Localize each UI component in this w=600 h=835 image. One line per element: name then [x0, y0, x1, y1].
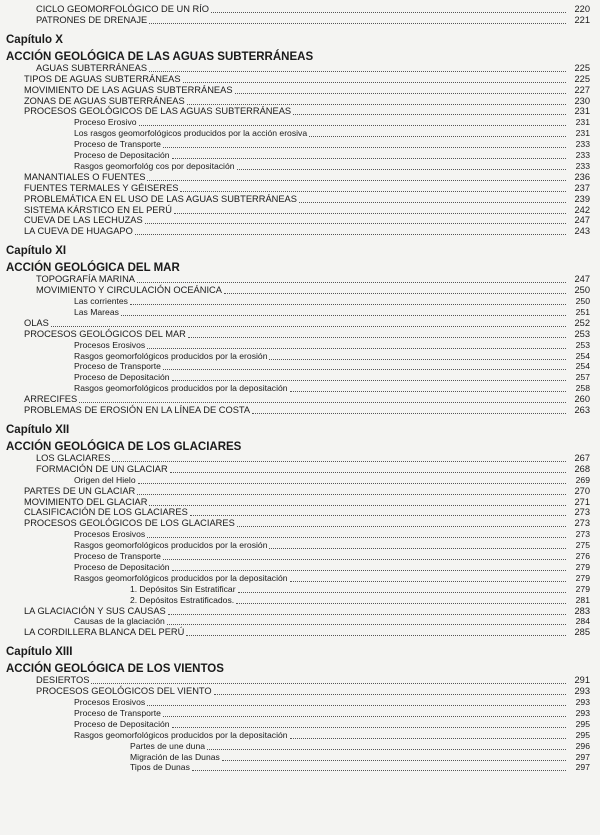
toc-entry-page: 247: [574, 215, 590, 226]
toc-entry-page: 279: [575, 572, 590, 583]
toc-entry-label: OLAS: [24, 317, 49, 328]
toc-entry-page: 253: [574, 328, 590, 339]
toc-entry-label: Rasgos geomorfológ cos por depositación: [74, 160, 235, 171]
toc-entry-label: PROCESOS GEOLÓGICOS DEL VIENTO: [36, 686, 212, 697]
dot-leader: [222, 760, 566, 761]
toc-entry-page: 273: [574, 518, 590, 529]
chapter-title: ACCIÓN GEOLÓGICA DE LOS GLACIARES: [6, 440, 242, 453]
toc-entry-label: LOS GLACIARES: [36, 452, 111, 463]
dot-leader: [51, 326, 566, 327]
toc-entry-page: 231: [575, 117, 590, 128]
toc-entry-label: MOVIMIENTO DE LAS AGUAS SUBTERRÁNEAS: [24, 84, 233, 95]
toc-entry-page: 254: [575, 361, 590, 372]
toc-entry: [74, 117, 590, 128]
toc-entry: [74, 372, 590, 383]
dot-leader: [214, 694, 566, 695]
toc-entry-page: 231: [575, 128, 590, 139]
toc-entry-label: Causas de la glaciación: [74, 616, 165, 627]
toc-entry-label: TOPOGRAFÍA MARINA: [36, 274, 136, 285]
toc-entry-label: AGUAS SUBTERRÁNEAS: [36, 62, 148, 73]
chapter-heading: Capítulo XIII: [6, 646, 73, 659]
toc-entry-label: MANANTIALES O FUENTES: [24, 171, 146, 182]
toc-entry: [74, 730, 590, 741]
dot-leader: [147, 705, 566, 706]
toc-entry-page: 279: [575, 561, 590, 572]
toc-entry-page: 273: [574, 507, 590, 518]
toc-entry-page: 225: [574, 73, 590, 84]
toc-entry-label: Rasgos geomorfológicos producidos por la depositación: [74, 383, 288, 394]
dot-leader: [211, 12, 566, 13]
chapter-title: ACCIÓN GEOLÓGICA DE LOS VIENTOS: [6, 663, 224, 676]
dot-leader: [167, 624, 566, 625]
toc-entry-label: Proceso Erosivo: [74, 117, 137, 128]
toc-entry: [74, 708, 590, 719]
dot-leader: [172, 727, 566, 728]
toc-entry: [36, 464, 590, 475]
toc-entry-label: Procesos Erosivos: [74, 697, 146, 707]
dot-leader: [207, 749, 566, 750]
dot-leader: [112, 461, 566, 462]
toc-entry-page: 281: [575, 594, 590, 605]
dot-leader: [163, 147, 566, 148]
toc-entry-page: 267: [574, 452, 590, 463]
toc-entry-page: 275: [575, 540, 590, 551]
dot-leader: [183, 82, 566, 83]
toc-entry-label: Proceso de Transporte: [74, 707, 161, 718]
toc-entry: [36, 63, 590, 74]
toc-entry-label: Las corrientes: [74, 296, 128, 306]
toc-entry-page: 297: [575, 751, 590, 762]
toc-entry: [36, 4, 590, 15]
toc-entry-label: PARTES DE UN GLACIAR: [24, 485, 136, 496]
toc-entry: [74, 351, 590, 362]
toc-entry: [74, 340, 590, 351]
toc-entry: [74, 150, 590, 161]
toc-entry: [24, 329, 590, 340]
dot-leader: [290, 391, 566, 392]
dot-leader: [149, 23, 566, 24]
dot-leader: [139, 125, 566, 126]
dot-leader: [135, 234, 566, 235]
dot-leader: [145, 223, 566, 224]
toc-entry-label: Proceso de Depositación: [74, 718, 170, 729]
toc-entry-page: 295: [575, 729, 590, 740]
toc-entry-page: 233: [575, 160, 590, 171]
dot-leader: [299, 202, 566, 203]
dot-leader: [237, 169, 566, 170]
dot-leader: [149, 505, 566, 506]
toc-entry: [24, 518, 590, 529]
toc-entry-page: 225: [574, 62, 590, 73]
toc-entry-page: 295: [575, 718, 590, 729]
toc-entry: [74, 383, 590, 394]
dot-leader: [138, 483, 566, 484]
toc-entry: [24, 486, 590, 497]
dot-leader: [137, 494, 566, 495]
toc-entry-label: Proceso de Transporte: [74, 551, 161, 561]
toc-entry: [74, 307, 590, 318]
toc-entry-label: Rasgos geomorfológicos producidos por la erosión: [74, 540, 268, 551]
toc-entry-label: PROBLEMÁTICA EN EL USO DE LAS AGUAS SUBTERRÁNEAS: [24, 193, 297, 204]
toc-entry: [130, 762, 590, 773]
dot-leader: [237, 526, 566, 527]
toc-entry-page: 251: [575, 306, 590, 317]
toc-entry-page: 293: [574, 686, 590, 697]
toc-entry-label: Procesos Erosivos: [74, 529, 146, 540]
toc-entry-label: 2. Depósitos Estratificados.: [130, 594, 235, 605]
toc-entry: [74, 475, 590, 486]
chapter-title: ACCIÓN GEOLÓGICA DEL MAR: [6, 262, 180, 275]
toc-entry-page: 293: [575, 707, 590, 718]
dot-leader: [168, 614, 566, 615]
toc-entry: [36, 285, 590, 296]
toc-entry: [24, 96, 590, 107]
toc-entry-page: 279: [575, 583, 590, 594]
dot-leader: [170, 472, 566, 473]
toc-entry-label: PROCESOS GEOLÓGICOS DE LOS GLACIARES: [24, 518, 235, 529]
toc-entry-page: 273: [575, 529, 590, 540]
toc-entry-label: ARRECIFES: [24, 394, 78, 405]
dot-leader: [238, 592, 566, 593]
toc-entry-label: Proceso de Transporte: [74, 139, 161, 150]
toc-entry: [74, 529, 590, 540]
toc-entry: [74, 697, 590, 708]
toc-entry-page: 243: [574, 226, 590, 237]
toc-entry: [36, 453, 590, 464]
toc-entry-label: DESIERTOS: [36, 675, 90, 686]
toc-entry-page: 263: [574, 405, 590, 415]
toc-entry: [24, 405, 590, 416]
toc-entry-page: 230: [574, 95, 590, 106]
dot-leader: [163, 559, 566, 560]
toc-entry-page: 271: [574, 496, 590, 507]
toc-entry-page: 268: [574, 463, 590, 474]
toc-entry: [130, 595, 590, 606]
toc-entry-label: PROBLEMAS DE EROSIÓN EN LA LÍNEA DE COSTA: [24, 405, 251, 415]
toc-entry: [24, 226, 590, 237]
chapter-heading: Capítulo XI: [6, 245, 67, 258]
dot-leader: [121, 315, 566, 316]
toc-entry-label: FUENTES TERMALES Y GÉISERES: [24, 182, 179, 193]
toc-entry-label: MOVIMIENTO DEL GLACIAR: [24, 496, 148, 507]
toc-entry-page: 220: [574, 4, 590, 14]
toc-entry: [74, 573, 590, 584]
toc-entry: [74, 616, 590, 627]
toc-entry: [74, 551, 590, 562]
toc-entry: [24, 205, 590, 216]
dot-leader: [293, 114, 566, 115]
toc-entry-page: 257: [575, 372, 590, 383]
chapter-heading: Capítulo XII: [6, 423, 70, 436]
toc-entry-label: Proceso de Depositación: [74, 561, 170, 572]
toc-entry-page: 237: [574, 182, 590, 193]
toc-entry-label: Las Mareas: [74, 306, 119, 317]
toc-entry-page: 276: [575, 551, 590, 561]
toc-entry: [24, 318, 590, 329]
dot-leader: [290, 738, 566, 739]
toc-entry-page: 231: [574, 106, 590, 117]
chapter-title: ACCIÓN GEOLÓGICA DE LAS AGUAS SUBTERRÁNEAS: [6, 50, 314, 63]
chapter-heading: Capítulo X: [6, 33, 63, 46]
dot-leader: [147, 180, 566, 181]
toc-entry-label: Proceso de Transporte: [74, 361, 161, 372]
toc-entry-label: CLASIFICACIÓN DE LOS GLACIARES: [24, 507, 188, 518]
toc-entry-page: 253: [575, 339, 590, 350]
toc-entry: [74, 296, 590, 307]
toc-entry-label: LA CORDILLERA BLANCA DEL PERÚ: [24, 627, 185, 638]
dot-leader: [79, 402, 566, 403]
toc-entry: [36, 15, 590, 26]
dot-leader: [172, 380, 566, 381]
toc-entry-label: Rasgos geomorfológicos producidos por la erosión: [74, 350, 268, 361]
dot-leader: [309, 136, 566, 137]
dot-leader: [190, 515, 566, 516]
toc-entry-label: PROCESOS GEOLÓGICOS DEL MAR: [24, 328, 186, 339]
toc-entry-label: SISTEMA KÁRSTICO EN EL PERÚ: [24, 204, 172, 215]
toc-entry-page: 254: [575, 350, 590, 361]
toc-entry-label: CUEVA DE LAS LECHUZAS: [24, 215, 143, 226]
toc-entry-page: 269: [575, 474, 590, 485]
toc-entry: [74, 719, 590, 730]
toc-entry: [74, 161, 590, 172]
toc-entry: [24, 507, 590, 518]
toc-entry-page: 283: [574, 605, 590, 616]
toc-entry: [24, 183, 590, 194]
toc-entry-page: 284: [575, 616, 590, 627]
dot-leader: [269, 548, 566, 549]
toc-entry: [24, 497, 590, 508]
dot-leader: [180, 191, 566, 192]
toc-entry-page: 260: [574, 394, 590, 405]
toc-entry-label: FORMACIÓN DE UN GLACIAR: [36, 463, 168, 474]
dot-leader: [137, 282, 566, 283]
toc-entry-label: PROCESOS GEOLÓGICOS DE LAS AGUAS SUBTERRÁNEAS: [24, 106, 292, 117]
toc-entry-label: Tipos de Dunas: [130, 762, 190, 773]
toc-entry-page: 285: [574, 627, 590, 638]
dot-leader: [172, 158, 566, 159]
toc-entry-page: 293: [575, 697, 590, 707]
toc-entry-page: 270: [574, 485, 590, 496]
toc-entry: [24, 627, 590, 638]
toc-entry-label: Proceso de Depositación: [74, 372, 170, 383]
toc-entry: [24, 394, 590, 405]
toc-entry-page: 258: [575, 383, 590, 394]
toc-entry: [36, 274, 590, 285]
dot-leader: [186, 635, 566, 636]
toc-entry: [36, 686, 590, 697]
toc-entry-page: 242: [574, 204, 590, 215]
dot-leader: [188, 337, 566, 338]
toc-entry-page: 252: [574, 317, 590, 328]
dot-leader: [236, 603, 566, 604]
toc-entry-page: 233: [575, 150, 590, 160]
toc-entry-page: 250: [575, 296, 590, 306]
dot-leader: [252, 413, 566, 414]
toc-entry-label: Proceso de Depositación: [74, 150, 170, 160]
toc-entry-label: Partes de une duna: [130, 740, 206, 751]
toc-entry-page: 291: [574, 675, 590, 686]
toc-entry-page: 227: [574, 84, 590, 95]
toc-entry-label: Los rasgos geomorfológicos producidos por la acción erosiva: [74, 128, 308, 139]
toc-entry-page: 250: [574, 285, 590, 296]
toc-entry: [130, 752, 590, 763]
toc-entry-label: MOVIMIENTO Y CIRCULACIÓN OCEÁNICA: [36, 285, 222, 296]
dot-leader: [163, 369, 566, 370]
toc-entry: [24, 606, 590, 617]
dot-leader: [163, 716, 566, 717]
toc-entry: [24, 74, 590, 85]
toc-entry: [130, 584, 590, 595]
toc-entry-label: ZONAS DE AGUAS SUBTERRÁNEAS: [24, 95, 185, 106]
toc-entry-page: 247: [574, 274, 590, 285]
toc-entry-page: 233: [575, 139, 590, 150]
dot-leader: [147, 348, 566, 349]
toc-entry-label: Origen del Hielo: [74, 474, 136, 485]
toc-entry-label: TIPOS DE AGUAS SUBTERRÁNEAS: [24, 73, 181, 84]
dot-leader: [147, 537, 566, 538]
toc-entry-label: CICLO GEOMORFOLÓGICO DE UN RÍO: [36, 4, 210, 14]
dot-leader: [174, 213, 566, 214]
dot-leader: [130, 304, 566, 305]
dot-leader: [235, 93, 566, 94]
toc-entry-label: LA CUEVA DE HUAGAPO: [24, 226, 133, 237]
toc-entry-page: 297: [575, 762, 590, 773]
dot-leader: [172, 570, 566, 571]
toc-entry-label: Rasgos geomorfológicos producidos por la depositación: [74, 729, 288, 740]
toc-entry-label: Rasgos geomorfológicos producidos por la depositación: [74, 572, 288, 583]
dot-leader: [290, 581, 566, 582]
toc-entry-label: 1. Depósitos Sin Estratificar: [130, 583, 236, 594]
dot-leader: [187, 104, 566, 105]
toc-entry: [24, 194, 590, 205]
dot-leader: [192, 770, 566, 771]
toc-entry-page: 221: [574, 14, 590, 25]
toc-entry: [24, 215, 590, 226]
dot-leader: [224, 293, 566, 294]
toc-entry-label: PATRONES DE DRENAJE: [36, 14, 148, 25]
toc-entry-page: 236: [574, 171, 590, 182]
toc-entry-page: 296: [575, 740, 590, 751]
toc-entry: [74, 540, 590, 551]
toc-entry-page: 239: [574, 193, 590, 204]
toc-entry: [74, 361, 590, 372]
toc-entry: [24, 85, 590, 96]
toc-entry-label: Procesos Erosivos: [74, 339, 146, 350]
dot-leader: [91, 683, 566, 684]
dot-leader: [149, 71, 566, 72]
toc-entry: [36, 675, 590, 686]
toc-entry: [24, 172, 590, 183]
toc-entry-label: Migración de las Dunas: [130, 751, 220, 762]
toc-entry: [24, 106, 590, 117]
toc-entry: [74, 139, 590, 150]
toc-entry: [74, 562, 590, 573]
dot-leader: [269, 359, 566, 360]
toc-entry-label: LA GLACIACIÓN Y SUS CAUSAS: [24, 605, 166, 616]
toc-entry: [74, 128, 590, 139]
toc-entry: [130, 741, 590, 752]
